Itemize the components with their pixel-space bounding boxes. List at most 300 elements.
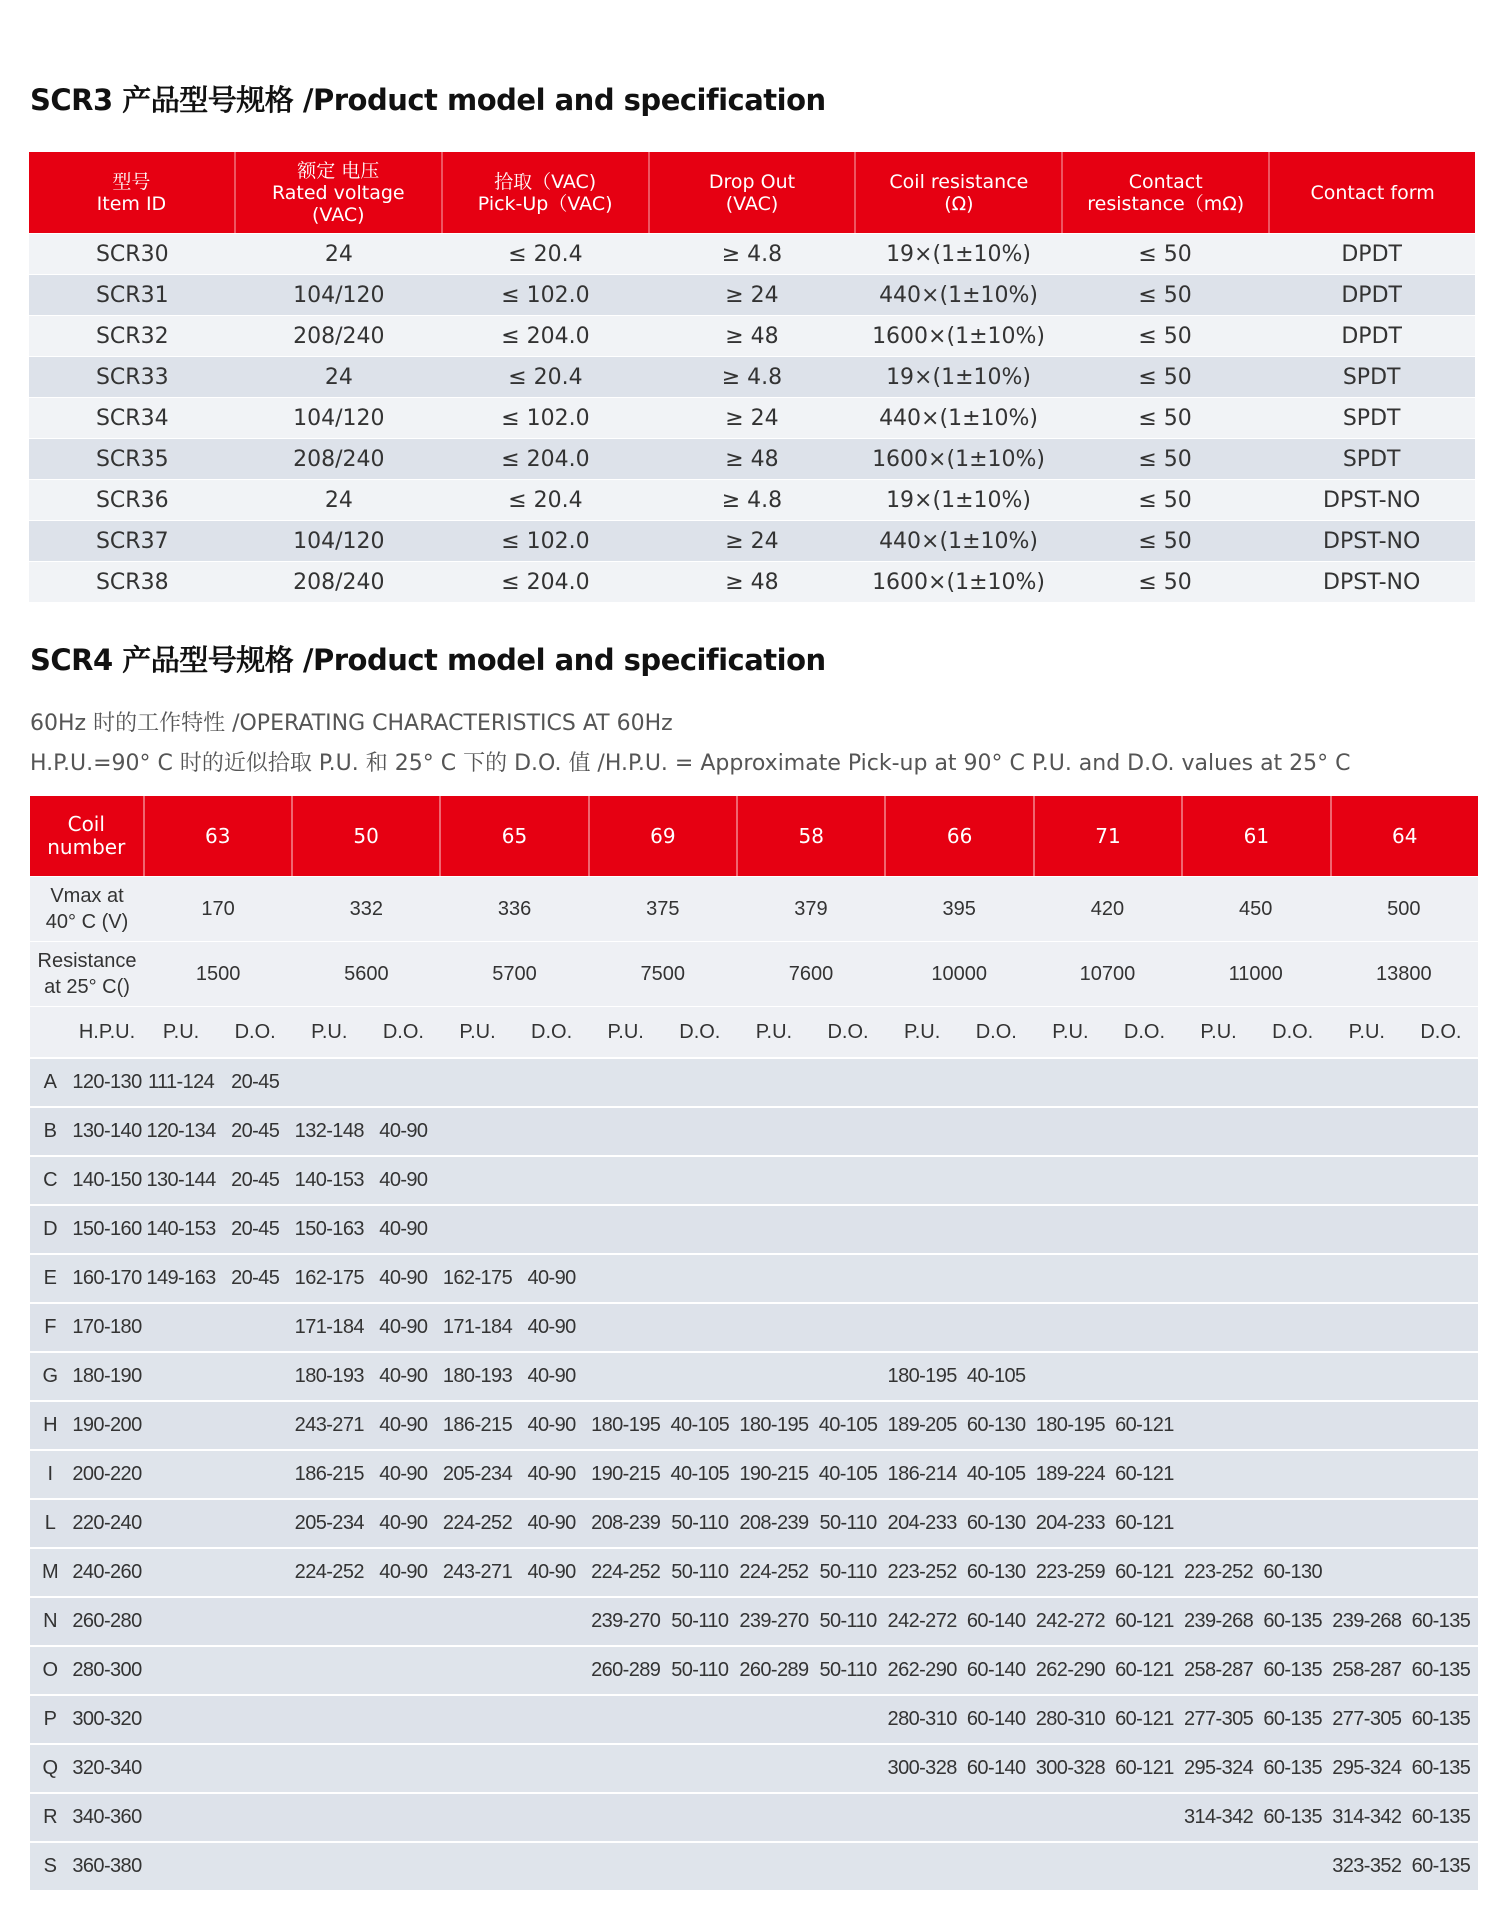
pu-value: [737, 1157, 811, 1204]
vmax-value: 395: [942, 897, 976, 920]
pu-value: 224-252: [294, 1561, 364, 1583]
vmax-row: [30, 876, 1478, 941]
table-cell: 19×(1±10%): [886, 364, 1031, 390]
table-cell: SPDT: [1342, 364, 1401, 390]
do-value: 40-105: [670, 1463, 730, 1485]
table-cell: ≤ 204.0: [501, 323, 590, 349]
do-value: [1256, 1353, 1330, 1400]
pu-value: 314-342: [1332, 1806, 1402, 1828]
pu-value: 150-163: [294, 1218, 364, 1240]
row-letter: R: [43, 1806, 57, 1828]
pu-value: 277-305: [1332, 1708, 1402, 1730]
do-value: [1404, 1451, 1478, 1498]
pu-value: [1033, 1353, 1107, 1400]
row-letter: E: [43, 1267, 57, 1289]
pu-value: [292, 1794, 366, 1841]
column-header: Contact form: [1268, 152, 1475, 233]
coil-number-header: [30, 796, 1478, 876]
pu-value: 242-272: [1035, 1610, 1105, 1632]
do-value: [1107, 1304, 1181, 1351]
coil-number: 63: [143, 796, 291, 876]
table-cell: ≥ 4.8: [721, 487, 783, 513]
do-value: [218, 1647, 292, 1694]
table-cell: SCR38: [95, 569, 169, 595]
row-letter: Q: [42, 1757, 58, 1779]
table-cell: ≤ 20.4: [508, 364, 583, 390]
do-value: 40-90: [527, 1365, 576, 1387]
do-value: [218, 1500, 292, 1547]
column-header: 拾取（VAC) Pick-Up（VAC): [441, 152, 648, 233]
vmax-value: 375: [646, 897, 680, 920]
do-value: [1107, 1108, 1181, 1155]
do-value: [366, 1647, 440, 1694]
table-cell: ≤ 50: [1138, 405, 1192, 431]
subheader-row: [30, 1006, 1478, 1057]
table-cell: SCR33: [95, 364, 169, 390]
pu-value: [144, 1745, 218, 1792]
do-value: [663, 1304, 737, 1351]
pu-value: [440, 1843, 514, 1890]
do-value: [959, 1157, 1033, 1204]
do-value: 60-121: [1115, 1659, 1174, 1681]
table-cell: ≤ 204.0: [501, 569, 590, 595]
do-value: [959, 1255, 1033, 1302]
pu-value: [1182, 1451, 1256, 1498]
coil-number: 66: [884, 796, 1032, 876]
do-value: [1404, 1108, 1478, 1155]
coil-number-label: Coil number: [47, 812, 126, 859]
table-cell: ≥ 24: [725, 405, 779, 431]
pu-value: [144, 1647, 218, 1694]
do-value: [515, 1108, 589, 1155]
hpu-value: 140-150: [72, 1169, 142, 1191]
do-value: 60-130: [966, 1414, 1026, 1436]
pu-value: [1182, 1255, 1256, 1302]
table-row: [29, 561, 1475, 602]
do-value: [218, 1745, 292, 1792]
table-row: [30, 1302, 1478, 1351]
pu-value: 258-287: [1183, 1659, 1254, 1681]
pu-value: [1033, 1255, 1107, 1302]
table-row: [30, 1596, 1478, 1645]
pu-value: 171-184: [442, 1316, 513, 1338]
do-value: 60-135: [1263, 1610, 1323, 1632]
pu-value: [1330, 1206, 1404, 1253]
do-value: 40-105: [966, 1463, 1026, 1485]
do-value: [811, 1255, 885, 1302]
pu-value: 239-268: [1332, 1610, 1402, 1632]
do-value: 60-135: [1411, 1610, 1471, 1632]
resistance-value: 10700: [1079, 962, 1136, 985]
pu-value: [440, 1157, 514, 1204]
pu-value: [1182, 1157, 1256, 1204]
table-cell: 104/120: [293, 405, 385, 431]
table-cell: ≤ 50: [1138, 282, 1192, 308]
table-row: [30, 1743, 1478, 1792]
pu-value: 262-290: [1035, 1659, 1105, 1681]
pu-value: [589, 1794, 663, 1841]
do-value: 20-45: [231, 1218, 280, 1240]
table-row: [29, 274, 1475, 315]
table-cell: SCR30: [95, 241, 169, 267]
pu-value: [1033, 1206, 1107, 1253]
hpu-header: H.P.U.: [78, 1020, 136, 1043]
pu-value: 243-271: [442, 1561, 513, 1583]
table-cell: DPDT: [1341, 323, 1402, 349]
table-cell: ≥ 48: [725, 569, 779, 595]
do-value: 60-135: [1411, 1855, 1471, 1877]
row-letter: O: [42, 1659, 58, 1681]
do-value: [218, 1598, 292, 1645]
do-value: [811, 1157, 885, 1204]
pu-value: [144, 1696, 218, 1743]
pu-value: [1182, 1059, 1256, 1106]
do-value: 60-130: [966, 1561, 1026, 1583]
pu-value: [589, 1745, 663, 1792]
do-value: 60-135: [1263, 1708, 1323, 1730]
pu-value: [737, 1843, 811, 1890]
resistance-value: 11000: [1228, 962, 1283, 985]
do-value: [1404, 1353, 1478, 1400]
table-cell: ≤ 20.4: [508, 487, 583, 513]
table-cell: 24: [324, 364, 353, 390]
pu-value: 277-305: [1183, 1708, 1254, 1730]
pu-value: 190-215: [591, 1463, 661, 1485]
pu-value: [1033, 1059, 1107, 1106]
do-value: [959, 1108, 1033, 1155]
pu-value: [885, 1304, 959, 1351]
do-value: [1256, 1108, 1330, 1155]
hpu-value: 360-380: [72, 1855, 142, 1877]
do-value: [1404, 1402, 1478, 1449]
pu-header: P.U.: [755, 1020, 793, 1043]
do-value: 50-110: [819, 1659, 877, 1681]
do-value: 40-105: [818, 1463, 878, 1485]
table-row: [30, 1057, 1478, 1106]
pu-value: [292, 1843, 366, 1890]
do-value: 60-135: [1411, 1659, 1471, 1681]
do-value: 20-45: [231, 1169, 280, 1191]
table-header: [29, 152, 1475, 233]
row-letter: A: [43, 1071, 57, 1093]
do-value: 40-90: [379, 1414, 428, 1436]
do-value: 60-140: [966, 1757, 1026, 1779]
pu-value: 204-233: [1035, 1512, 1105, 1534]
do-value: [218, 1353, 292, 1400]
do-value: [366, 1745, 440, 1792]
pu-value: [1182, 1353, 1256, 1400]
do-value: 20-45: [231, 1120, 280, 1142]
pu-value: 295-324: [1183, 1757, 1254, 1779]
coil-number: 50: [291, 796, 439, 876]
do-value: 40-90: [527, 1463, 576, 1485]
table-row: [29, 479, 1475, 520]
table-row: [29, 356, 1475, 397]
table-cell: 104/120: [293, 528, 385, 554]
hpu-value: 150-160: [72, 1218, 142, 1240]
do-value: 50-110: [671, 1659, 729, 1681]
do-value: 60-130: [1263, 1561, 1323, 1583]
do-value: [515, 1794, 589, 1841]
pu-value: [1330, 1402, 1404, 1449]
pu-value: 224-252: [442, 1512, 513, 1534]
pu-value: 223-252: [887, 1561, 957, 1583]
do-value: [366, 1696, 440, 1743]
do-value: [959, 1304, 1033, 1351]
do-value: 40-90: [527, 1561, 576, 1583]
section1-title: SCR3 产品型号规格 /Product model and specification: [30, 83, 826, 117]
pu-value: [144, 1304, 218, 1351]
pu-value: [292, 1696, 366, 1743]
do-value: 40-90: [527, 1267, 576, 1289]
pu-value: 189-224: [1035, 1463, 1105, 1485]
do-value: 40-90: [379, 1218, 428, 1240]
do-value: [218, 1794, 292, 1841]
table-cell: DPST-NO: [1323, 528, 1421, 554]
do-value: 40-105: [818, 1414, 878, 1436]
do-value: [1107, 1206, 1181, 1253]
do-value: [959, 1206, 1033, 1253]
pu-header: P.U.: [1052, 1020, 1089, 1043]
table-row: [30, 1204, 1478, 1253]
do-value: 40-90: [379, 1120, 428, 1142]
table-row: [30, 1645, 1478, 1694]
table-cell: ≤ 50: [1138, 569, 1192, 595]
pu-value: [589, 1304, 663, 1351]
do-value: [218, 1549, 292, 1596]
do-value: [218, 1451, 292, 1498]
do-value: 50-110: [671, 1610, 729, 1632]
do-value: [1404, 1500, 1478, 1547]
pu-value: 189-205: [887, 1414, 957, 1436]
pu-value: [292, 1647, 366, 1694]
do-value: 40-90: [379, 1463, 428, 1485]
pu-value: 205-234: [294, 1512, 364, 1534]
do-value: [811, 1696, 885, 1743]
pu-value: 111-124: [147, 1071, 215, 1093]
pu-value: [589, 1157, 663, 1204]
pu-value: [1330, 1451, 1404, 1498]
vmax-value: 420: [1090, 897, 1125, 920]
do-value: [1107, 1794, 1181, 1841]
pu-value: [1182, 1206, 1256, 1253]
table-cell: 208/240: [293, 446, 385, 472]
pu-value: [144, 1598, 218, 1645]
pu-value: 186-214: [887, 1463, 957, 1485]
pu-value: [292, 1745, 366, 1792]
do-value: 40-90: [379, 1267, 428, 1289]
table-cell: 24: [324, 241, 353, 267]
coil-number: 71: [1033, 796, 1181, 876]
do-value: [1107, 1059, 1181, 1106]
pu-value: 258-287: [1332, 1659, 1402, 1681]
do-value: [366, 1059, 440, 1106]
resistance-label: Resistance at 25° C(): [37, 950, 137, 998]
table-cell: 208/240: [293, 323, 385, 349]
do-value: 50-110: [671, 1512, 729, 1534]
table-row: [29, 438, 1475, 479]
table-cell: 1600×(1±10%): [872, 569, 1045, 595]
pu-value: 280-310: [887, 1708, 957, 1730]
table-cell: SCR37: [95, 528, 169, 554]
table-cell: 440×(1±10%): [879, 282, 1038, 308]
do-value: [1256, 1304, 1330, 1351]
do-value: [366, 1843, 440, 1890]
pu-header: P.U.: [162, 1020, 200, 1043]
do-value: 50-110: [819, 1610, 877, 1632]
pu-value: 162-175: [442, 1267, 513, 1289]
pu-value: [589, 1206, 663, 1253]
table-cell: ≤ 50: [1138, 323, 1192, 349]
do-value: 60-121: [1115, 1463, 1174, 1485]
table-row: [30, 1792, 1478, 1841]
do-value: 60-140: [966, 1708, 1026, 1730]
pu-value: 239-270: [591, 1610, 661, 1632]
coil-number: 69: [588, 796, 736, 876]
pu-value: [1182, 1108, 1256, 1155]
pu-value: [144, 1794, 218, 1841]
do-value: [1404, 1304, 1478, 1351]
table-cell: SPDT: [1342, 446, 1401, 472]
pu-value: [737, 1059, 811, 1106]
pu-value: 262-290: [887, 1659, 957, 1681]
do-value: [663, 1745, 737, 1792]
pu-value: [1330, 1255, 1404, 1302]
do-value: [663, 1255, 737, 1302]
pu-value: 260-289: [739, 1659, 809, 1681]
pu-value: 132-148: [294, 1120, 364, 1142]
do-value: [663, 1696, 737, 1743]
resistance-value: 1500: [195, 962, 241, 985]
pu-value: [440, 1696, 514, 1743]
resistance-value: 7500: [640, 962, 686, 985]
table-cell: ≤ 50: [1138, 364, 1192, 390]
do-value: 60-121: [1115, 1708, 1174, 1730]
do-value: [218, 1696, 292, 1743]
pu-value: [589, 1059, 663, 1106]
pu-value: [737, 1255, 811, 1302]
table-row: [29, 233, 1475, 274]
hpu-value: 160-170: [72, 1267, 142, 1289]
pu-value: [1330, 1157, 1404, 1204]
do-value: 50-110: [671, 1561, 729, 1583]
pu-value: 180-193: [294, 1365, 364, 1387]
table-row: [30, 1449, 1478, 1498]
pu-header: P.U.: [1200, 1020, 1237, 1043]
do-value: [515, 1157, 589, 1204]
table-cell: 1600×(1±10%): [872, 323, 1045, 349]
table-cell: DPDT: [1341, 241, 1402, 267]
do-value: 60-121: [1115, 1757, 1174, 1779]
pu-value: [589, 1108, 663, 1155]
do-value: [1256, 1157, 1330, 1204]
do-value: [663, 1157, 737, 1204]
spacer: [30, 1007, 70, 1057]
do-value: [1107, 1353, 1181, 1400]
pu-value: [1330, 1108, 1404, 1155]
pu-value: 239-270: [739, 1610, 809, 1632]
operating-note: 60Hz 时的工作特性 /OPERATING CHARACTERISTICS AT 60Hz: [30, 711, 673, 736]
pu-value: [292, 1598, 366, 1645]
do-value: [1404, 1157, 1478, 1204]
table-cell: 24: [324, 487, 353, 513]
pu-value: 260-289: [591, 1659, 661, 1681]
pu-value: [1033, 1304, 1107, 1351]
table-cell: ≤ 102.0: [501, 282, 590, 308]
do-header: D.O.: [382, 1020, 424, 1043]
pu-value: [1330, 1500, 1404, 1547]
do-value: [811, 1206, 885, 1253]
pu-value: 223-259: [1035, 1561, 1105, 1583]
table-cell: ≤ 204.0: [501, 446, 590, 472]
hpu-value: 180-190: [72, 1365, 142, 1387]
table-cell: ≥ 4.8: [721, 241, 783, 267]
hpu-value: 130-140: [72, 1120, 142, 1142]
table-body: [30, 1057, 1478, 1890]
resistance-value: 5600: [344, 962, 389, 985]
do-value: 40-90: [379, 1365, 428, 1387]
do-value: [959, 1843, 1033, 1890]
pu-value: [737, 1206, 811, 1253]
row-letter: N: [43, 1610, 57, 1632]
vmax-label: Vmax at 40° C (V): [45, 885, 129, 933]
resistance-value: 5700: [492, 962, 537, 985]
pu-value: [440, 1794, 514, 1841]
pu-value: 295-324: [1332, 1757, 1402, 1779]
do-value: 60-140: [966, 1659, 1026, 1681]
pu-value: 120-134: [146, 1120, 216, 1142]
pu-value: 239-268: [1183, 1610, 1254, 1632]
table-cell: 208/240: [293, 569, 385, 595]
pu-value: [144, 1843, 218, 1890]
pu-value: [885, 1255, 959, 1302]
pu-value: 180-195: [591, 1414, 661, 1436]
hpu-value: 170-180: [72, 1316, 142, 1338]
pu-value: 190-215: [739, 1463, 809, 1485]
table-cell: SCR36: [95, 487, 169, 513]
do-value: [959, 1794, 1033, 1841]
do-header: D.O.: [679, 1020, 721, 1043]
table-row: [29, 397, 1475, 438]
table-cell: ≤ 50: [1138, 446, 1192, 472]
do-value: 60-135: [1411, 1708, 1471, 1730]
do-value: [663, 1843, 737, 1890]
pu-value: 323-352: [1332, 1855, 1402, 1877]
do-value: [1256, 1206, 1330, 1253]
pu-value: [885, 1157, 959, 1204]
do-header: D.O.: [1272, 1020, 1314, 1043]
do-value: [515, 1206, 589, 1253]
hpu-value: 240-260: [72, 1561, 142, 1583]
hpu-value: 220-240: [72, 1512, 142, 1534]
row-letter: D: [43, 1218, 57, 1240]
coil-number: 58: [736, 796, 884, 876]
pu-value: [589, 1843, 663, 1890]
pu-value: [1033, 1108, 1107, 1155]
pu-value: 224-252: [591, 1561, 661, 1583]
pu-value: 162-175: [294, 1267, 364, 1289]
pu-value: [1033, 1794, 1107, 1841]
table-cell: ≥ 24: [725, 282, 779, 308]
do-value: [811, 1059, 885, 1106]
do-value: 60-135: [1263, 1806, 1323, 1828]
row-letter: C: [43, 1169, 57, 1191]
do-value: 60-121: [1115, 1610, 1174, 1632]
do-value: 60-135: [1411, 1806, 1471, 1828]
pu-value: [1330, 1059, 1404, 1106]
pu-value: 180-195: [887, 1365, 957, 1387]
do-value: [811, 1745, 885, 1792]
